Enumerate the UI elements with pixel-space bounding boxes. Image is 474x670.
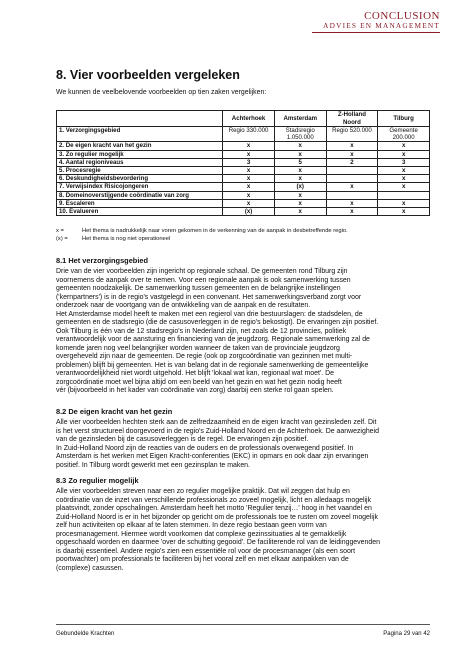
subsection-body-8-3	[56, 488, 430, 573]
table-cell: 3	[378, 158, 430, 166]
subsection-title-8-2: 8.2 De eigen kracht van het gezin	[56, 407, 173, 416]
table-header-cell: Amsterdam	[274, 111, 326, 127]
text-line: verantwoordelijk voor de aansturing en financiering van de jeugdzorg. Regionale samenwerking zal de	[56, 336, 370, 343]
table-row	[57, 199, 430, 207]
table-cell: x	[274, 208, 326, 216]
text-line: gemeenten en de stadsregio (die de casusoverleggen in de regio's bekostigt). De ervaringen zijn positief.	[56, 319, 379, 326]
table-row	[57, 167, 430, 175]
table-header-cell: Z-Holland Noord	[326, 111, 378, 127]
logo-underline	[312, 32, 440, 33]
row-label: 10. Evalueren	[57, 208, 223, 216]
table-cell: x	[378, 142, 430, 150]
text-line: In Zuid-Holland Noord zijn de reacties van de ouders en de professionals overwegend positief. In	[56, 444, 354, 452]
text-line: poortwachter) om professionals te faciliteren bij het vooral zelf en met elkaar aanpakken van de	[56, 556, 349, 563]
text-line: (complexe) casussen.	[56, 564, 124, 572]
table-cell: x	[223, 199, 275, 207]
legend-item	[56, 227, 348, 235]
text-line: onderzoek naar de voortgang van de ontwikkeling van de aanpak en de resultaten.	[56, 302, 311, 309]
legend-text: Het thema is nog niet operationeel	[82, 236, 171, 243]
logo-sub-text: ADVIES EN MANAGEMENT	[323, 21, 440, 30]
table-cell: x	[223, 183, 275, 191]
section-title: 8. Vier voorbeelden vergeleken	[56, 68, 240, 82]
table-cell: x	[274, 191, 326, 199]
table-cell: Gemeente 200.000	[378, 127, 430, 142]
subsection-body-8-1	[56, 268, 430, 396]
text-line: procesmanagement. Hiermee wordt voorkomen dat complexe gezinssituaties al te gemakkelijk	[56, 530, 347, 538]
text-line: positief. In Tilburg wordt gewerkt met een gezinsplan te maken.	[56, 461, 250, 469]
table-row	[57, 127, 430, 142]
row-label: 4. Aantal regioniveaus	[57, 158, 223, 166]
table-row	[57, 208, 430, 216]
table-cell: x	[274, 150, 326, 158]
table-cell: x	[378, 150, 430, 158]
table-row	[57, 150, 430, 158]
legend-item	[56, 235, 348, 243]
table-cell: 2	[326, 158, 378, 166]
text-line: verantwoordelijkheid niet wordt uitgehold. Het blijft 'lokaal wat kan, regionaal wat moet'. De	[56, 370, 334, 377]
table-header-row	[57, 111, 430, 127]
table-cell: Regio 330.000	[223, 127, 275, 142]
table-cell: x	[274, 175, 326, 183]
text-line: van de gezinsleden bij de casusoverleggen is de regel. De ervaringen zijn positief.	[56, 436, 309, 443]
table-cell	[326, 167, 378, 175]
legend-text: Het thema is nadrukkelijk naar voren gekomen in de verkenning van de aanpak in desbetreffende regio.	[82, 228, 348, 234]
text-line: Drie van de vier voorbeelden zijn ingericht op regionale schaal. De gemeenten rond Tilburg zijn	[56, 268, 348, 275]
table-cell: 5	[274, 158, 326, 166]
table-cell	[378, 191, 430, 199]
table-cell: x	[378, 183, 430, 191]
logo-main-text: CONCLUSION	[364, 10, 440, 22]
text-line: problemen) blijft bij gemeenten. Het is van belang dat in de regionale samenwerking de gemeentelijke	[56, 361, 369, 369]
table-cell: x	[326, 142, 378, 150]
table-row	[57, 158, 430, 166]
table-row	[57, 142, 430, 150]
table-header-cell: Tilburg	[378, 111, 430, 127]
text-line: Alle vier voorbeelden hechten sterk aan de zelfredzaamheid en de eigen kracht van gezinsleden zelf. Dit	[56, 419, 377, 426]
footer-document-title: Gebundelde Krachten	[56, 631, 115, 637]
section-intro: We kunnen de veelbelovende voorbeelden op tien zaken vergelijken:	[56, 89, 267, 96]
table-cell: x	[223, 167, 275, 175]
row-label: 3. Zo regulier mogelijk	[57, 150, 223, 158]
table-row	[57, 175, 430, 183]
table-cell: 3	[223, 158, 275, 166]
row-label: 7. Verwijsindex Risicojongeren	[57, 183, 223, 191]
text-line: Ook Tilburg is één van de 12 stadsregio's in Nederland zijn, net zoals de 12 provincies, politiek	[56, 327, 347, 335]
table-cell: x	[326, 208, 378, 216]
text-line: vér (bijvoorbeeld in het kader van coördinatie van zorg) daarbij een sterke rol gaan spelen.	[56, 387, 334, 394]
table-cell: x	[326, 183, 378, 191]
text-line: voornemens de aanpak over te nemen. Voor een regionale aanpak is ook samenwerking tussen	[56, 276, 351, 284]
row-label: 2. De eigen kracht van het gezin	[57, 142, 223, 150]
comparison-table	[56, 110, 430, 216]
row-label: 8. Domeinoverstijgende coördinatie van zorg	[57, 191, 223, 199]
subsection-title-8-3: 8.3 Zo regulier mogelijk	[56, 476, 139, 485]
table-cell: Stadsregio 1.050.000	[274, 127, 326, 142]
text-line: komende jaren nog veel belangrijker worden wanneer de taken van de provinciale jeugdzorg	[56, 344, 340, 352]
table-cell: x	[223, 175, 275, 183]
table-row	[57, 191, 430, 199]
table-cell: x	[326, 199, 378, 207]
table-legend	[56, 227, 348, 244]
table-cell: x	[326, 150, 378, 158]
text-line: Het Amsterdamse model heeft te maken met een regierol van drie bestuurslagen: de stadsdelen, de	[56, 310, 363, 318]
table-cell: Regio 520.000	[326, 127, 378, 142]
subsection-body-8-2	[56, 419, 430, 470]
text-line: coördinatie van de inzet van verschillende professionals zo zoveel mogelijk, licht en alledaags mogelijk	[56, 496, 372, 504]
text-line: zorgcoördinatie moet wel bijna altijd om een beeld van het gezin en wat het gezin nodig heeft	[56, 378, 342, 386]
subsection-title-8-1: 8.1 Het verzorgingsgebied	[56, 256, 148, 265]
legend-symbol: (x) =	[56, 236, 68, 243]
table-row	[57, 183, 430, 191]
row-label: 6. Deskundigheidsbevordering	[57, 175, 223, 183]
table-cell: (x)	[223, 208, 275, 216]
footer-divider	[56, 624, 430, 625]
text-line: ('kernpartners') is in de regio's vastgelegd in een convenant. Het samenwerkingsverband zorgt voor	[56, 293, 362, 301]
table-cell: x	[274, 167, 326, 175]
table-cell: x	[274, 199, 326, 207]
table-header-blank	[57, 111, 223, 127]
table-cell: x	[223, 191, 275, 199]
row-label: 9. Escaleren	[57, 199, 223, 207]
table-cell	[326, 191, 378, 199]
text-line: is het verst structureel doorgevoerd in de regio's Zuid-Holland Noord en de Achterhoek. De aanwezigheid	[56, 427, 379, 435]
row-label: 5. Procesregie	[57, 167, 223, 175]
row-label: 1. Verzorgingsgebied	[57, 127, 223, 142]
table-cell: (x)	[274, 183, 326, 191]
table-cell: x	[378, 208, 430, 216]
table-cell: x	[274, 142, 326, 150]
table-cell: x	[378, 167, 430, 175]
table-cell: x	[378, 175, 430, 183]
text-line: is daarbij essentieel. Andere regio's zien een essentiële rol voor de procesmanager (als een soort	[56, 547, 356, 555]
table-header-cell: Achterhoek	[223, 111, 275, 127]
text-line: zelf hun activiteiten op elkaar af te laten stemmen. In deze regio bestaan geen vorm van	[56, 522, 327, 529]
footer-page-number: Pagina 29 van 42	[383, 631, 430, 637]
table-cell: x	[223, 150, 275, 158]
text-line: gemeenten noodzakelijk. De samenwerking tussen gemeenten en de belangrijke instellingen	[56, 285, 341, 292]
text-line: opgeschaald worden en daarmee 'over de schutting gegooid'. De faciliterende rol van de leidinggevenden	[56, 539, 380, 546]
text-line: Amsterdam is het werken met Eigen Kracht-conferenties (EKC) in opmars en ook daar zijn ervaringen	[56, 453, 369, 460]
table-cell: x	[378, 199, 430, 207]
table-cell	[326, 175, 378, 183]
text-line: overgeheveld zijn naar de gemeenten. De regie (ook op zorgcoördinatie van gezinnen met multi-	[56, 353, 353, 360]
text-line: Alle vier voorbeelden streven naar een zo regulier mogelijke praktijk. Dat wil zeggen dat hulp en	[56, 488, 350, 495]
legend-symbol: x =	[56, 228, 64, 234]
text-line: plaatsvindt, zonder opschalingen. Amsterdam heeft het motto 'Regulier tenzij…' hoog in het vaandel en	[56, 505, 372, 512]
text-line: Zuid-Holland Noord is er in het bijzonder op gericht om de professionals toe te rusten om zoveel mogelijk	[56, 513, 378, 521]
table-cell: x	[223, 142, 275, 150]
